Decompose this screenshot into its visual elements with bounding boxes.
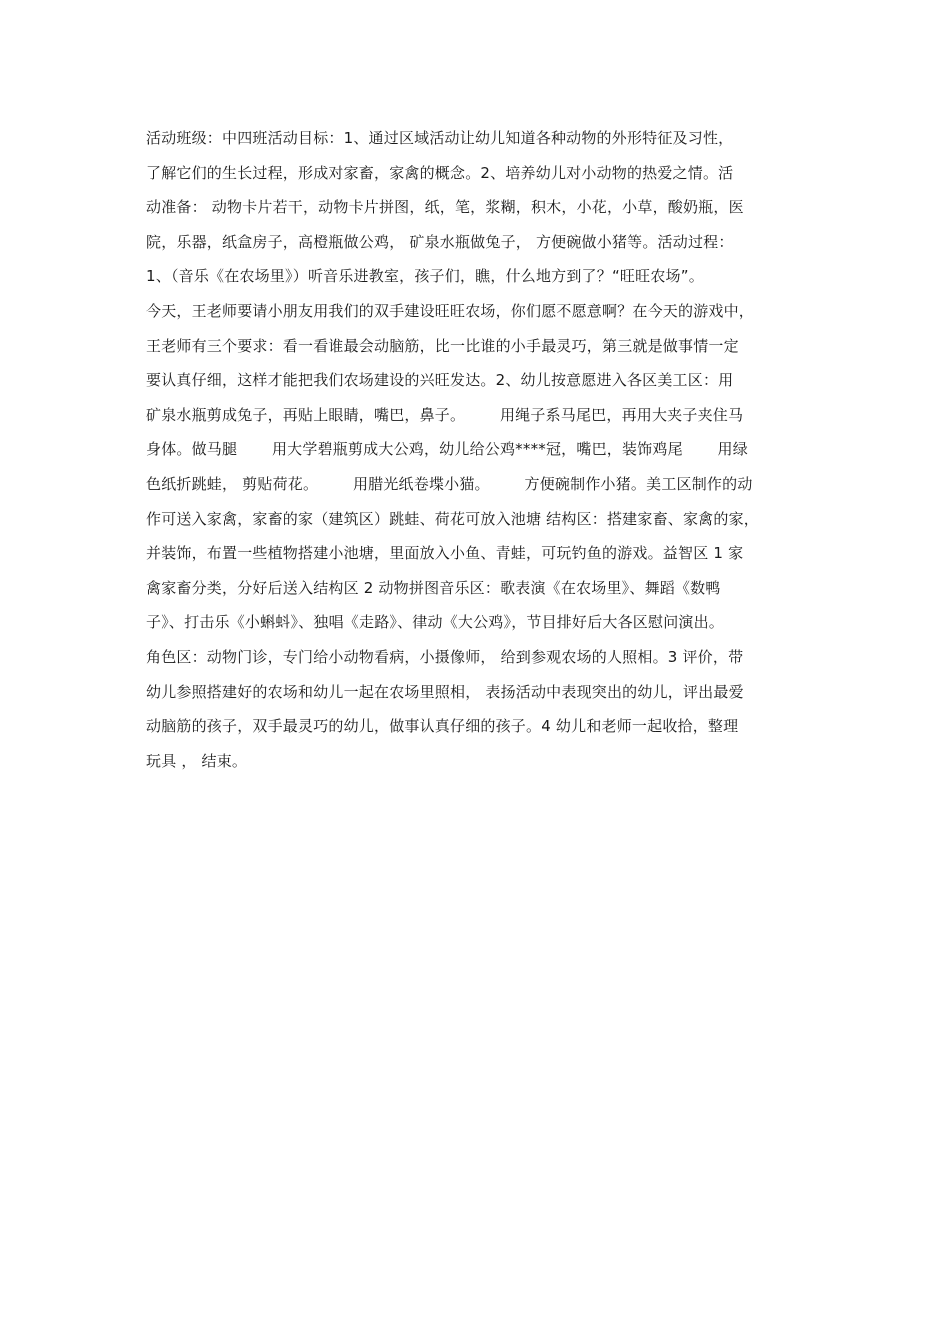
text-line: 1、（音乐《在农场里》）听音乐进教室，孩子们，瞧，什么地方到了？“旺旺农场”。 (146, 267, 704, 286)
text-line: 色纸折跳蛙， 剪贴荷花。 用腊光纸卷堞小猫。 方便碗制作小猪。美工区制作的动 (146, 474, 753, 493)
text-line: 动准备： 动物卡片若干，动物卡片拼图，纸，笔，浆糊，积木，小花，小草，酸奶瓶，医 (146, 198, 744, 217)
text-line: 子》、打击乐《小蝌蚪》、独唱《走路》、律动《大公鸡》，节目排好后大各区慰问演出。 (146, 613, 725, 632)
text-line: 作可送入家禽，家畜的家（建筑区）跳蛙、荷花可放入池塘 结构区：搭建家畜、家禽的家， (146, 509, 759, 528)
text-line: 角色区：动物门诊，专门给小动物看病，小摄像师， 给到参观农场的人照相。3 评价，带 (146, 647, 744, 666)
text-line: 身体。做马腿 用大学碧瓶剪成大公鸡，幼儿给公鸡****冠，嘴巴，装饰鸡尾 用绿 (146, 440, 748, 459)
text-line: 并装饰，布置一些植物搭建小池塘，里面放入小鱼、青蛙，可玩钓鱼的游戏。益智区 1 家 (146, 544, 744, 563)
activity-plan-text (146, 121, 826, 778)
text-line: 幼儿参照搭建好的农场和幼儿一起在农场里照相， 表扬活动中表现突出的幼儿，评出最爱 (146, 682, 744, 701)
text-line: 动脑筋的孩子，双手最灵巧的幼儿，做事认真仔细的孩子。4 幼儿和老师一起收拾，整理 (146, 717, 739, 736)
text-line: 今天，王老师要请小朋友用我们的双手建设旺旺农场，你们愿不愿意啊？在今天的游戏中， (146, 301, 755, 320)
text-line: 玩具 ， 结束。 (146, 751, 248, 770)
text-line: 矿泉水瓶剪成兔子，再贴上眼睛，嘴巴，鼻子。 用绳子系马尾巴，再用大夹子夹住马 (146, 405, 744, 424)
text-line: 要认真仔细，这样才能把我们农场建设的兴旺发达。2、幼儿按意愿进入各区美工区：用 (146, 371, 734, 390)
text-line: 了解它们的生长过程，形成对家畜，家禽的概念。2、培养幼儿对小动物的热爱之情。活 (146, 163, 734, 182)
text-line: 院，乐器，纸盒房子，高橙瓶做公鸡， 矿泉水瓶做兔子， 方便碗做小猪等。活动过程： (146, 232, 734, 251)
text-line: 禽家畜分类，分好后送入结构区 2 动物拼图音乐区：歌表演《在农场里》、舞蹈《数鸭 (146, 578, 721, 597)
text-line: 活动班级：中四班活动目标：1、通过区域活动让幼儿知道各种动物的外形特征及习性， (146, 129, 734, 147)
text-line: 王老师有三个要求：看一看谁最会动脑筋，比一比谁的小手最灵巧，第三就是做事情一定 (146, 336, 739, 355)
